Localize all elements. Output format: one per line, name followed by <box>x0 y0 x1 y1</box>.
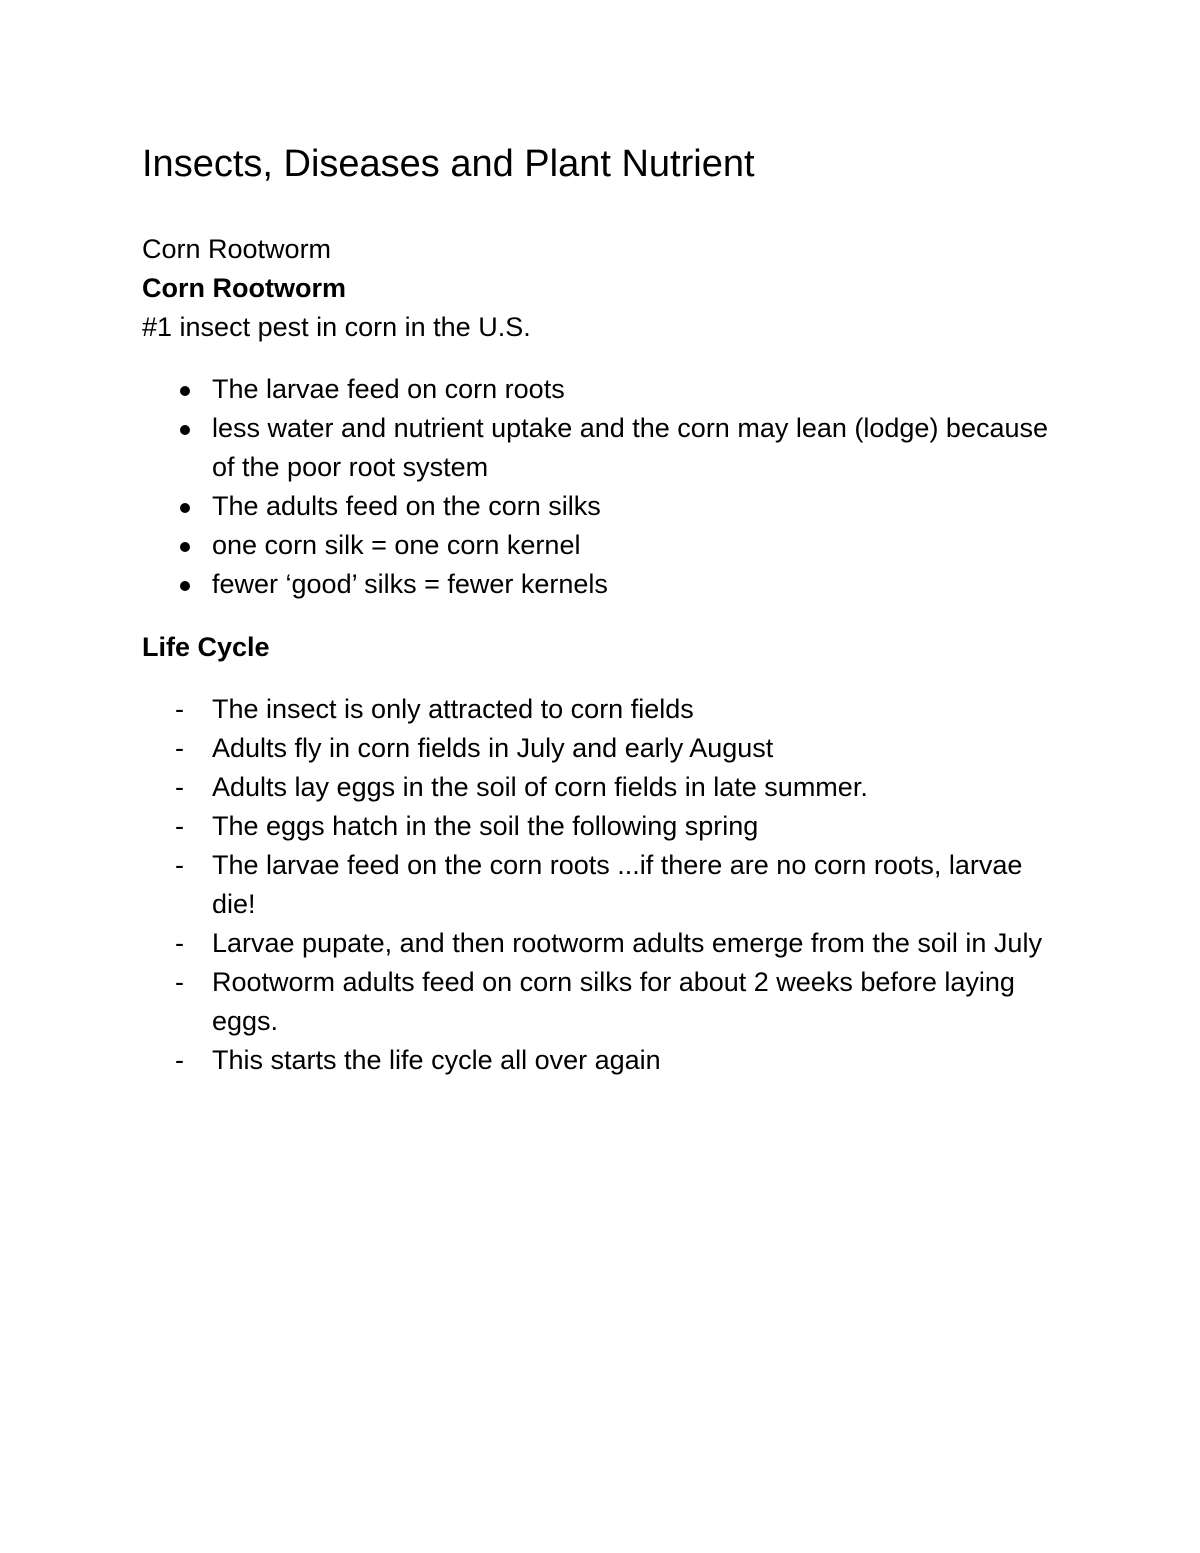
list-item: - Adults lay eggs in the soil of corn fields in late summer. <box>142 768 1072 807</box>
bullet-list <box>142 370 1072 604</box>
document-title: Insects, Diseases and Plant Nutrient <box>142 143 755 185</box>
list-item: one corn silk = one corn kernel <box>142 526 1072 565</box>
list-item: - This starts the life cycle all over again <box>142 1041 1072 1080</box>
list-item: The larvae feed on corn roots <box>142 370 1072 409</box>
list-item: - Larvae pupate, and then rootworm adults emerge from the soil in July <box>142 924 1072 963</box>
list-item: - The eggs hatch in the soil the following spring <box>142 807 1072 846</box>
list-item: - Adults fly in corn fields in July and early August <box>142 729 1072 768</box>
section-heading-corn-rootworm: Corn Rootworm <box>142 273 346 303</box>
list-item: - The larvae feed on the corn roots ...if there are no corn roots, larvae die! <box>142 846 1072 924</box>
list-item: - Rootworm adults feed on corn silks for about 2 weeks before laying eggs. <box>142 963 1072 1041</box>
intro-text: #1 insect pest in corn in the U.S. <box>142 312 531 342</box>
list-item: The adults feed on the corn silks <box>142 487 1072 526</box>
list-item: - The insect is only attracted to corn fields <box>142 690 1072 729</box>
list-item: fewer ‘good’ silks = fewer kernels <box>142 565 1072 604</box>
section-subtitle-plain: Corn Rootworm <box>142 234 332 264</box>
section-heading-life-cycle: Life Cycle <box>142 632 270 662</box>
list-item: less water and nutrient uptake and the corn may lean (lodge) because of the poor root system <box>142 409 1072 487</box>
life-cycle-list <box>142 690 1072 1080</box>
